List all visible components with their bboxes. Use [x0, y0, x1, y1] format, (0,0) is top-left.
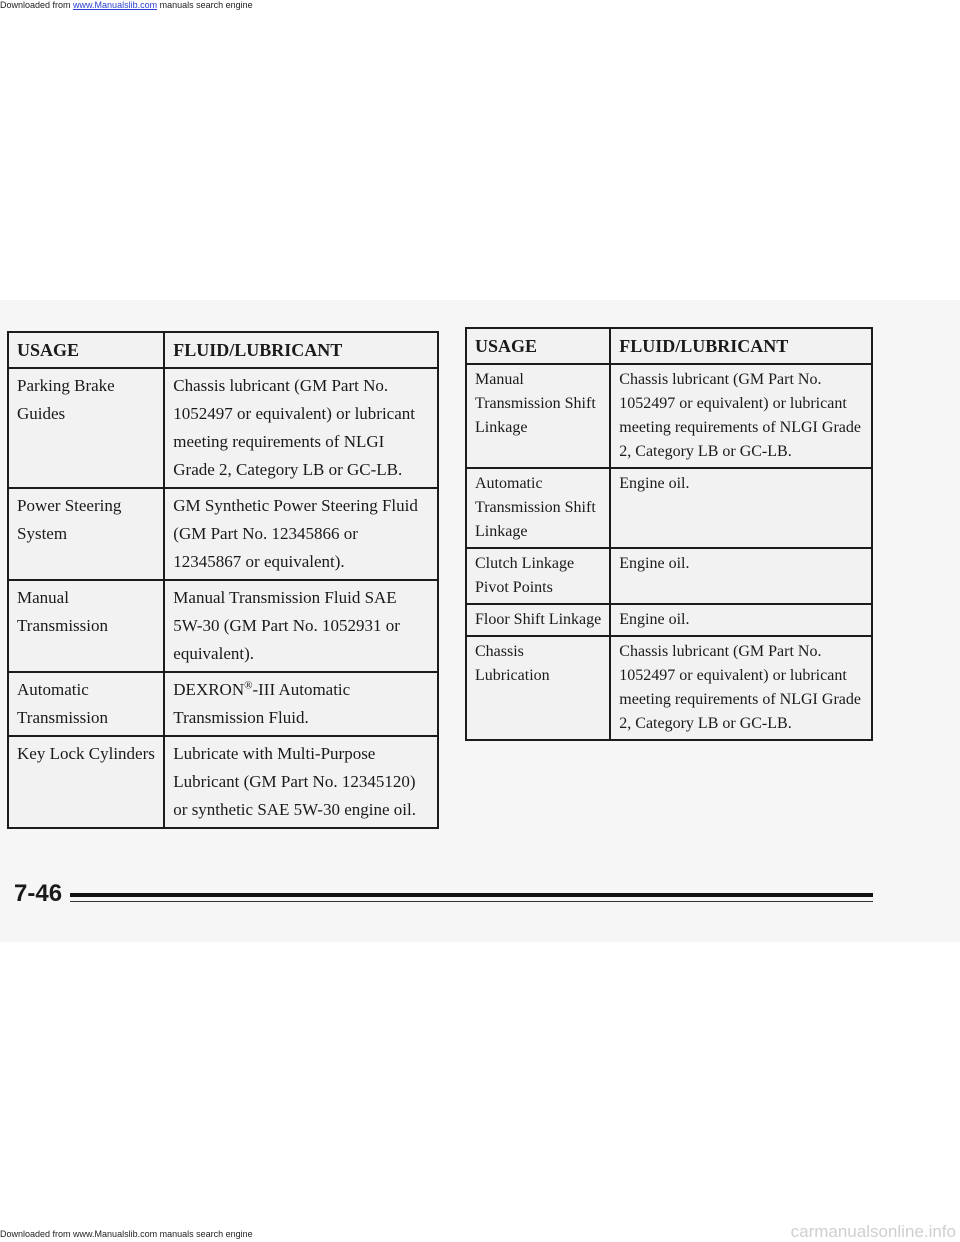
banner-prefix: Downloaded from: [0, 0, 74, 10]
fluid-cell: [164, 672, 438, 736]
table-row: [466, 468, 872, 548]
fluid-header: FLUID/LUBRICANT: [610, 328, 872, 364]
fluid-cell: Manual Transmission Fluid SAE 5W-30 (GM Part No. 1052931 or equivalent).: [164, 580, 438, 672]
table-row: [466, 548, 872, 604]
usage-cell: Floor Shift Linkage: [466, 604, 610, 636]
fluid-cell: GM Synthetic Power Steering Fluid (GM Part No. 12345866 or 12345867 or equivalent).: [164, 488, 438, 580]
fluid-cell: Chassis lubricant (GM Part No. 1052497 or equivalent) or lubricant meeting requirements of NLGI Grade 2, Category LB or GC-LB.: [610, 364, 872, 468]
usage-cell: Manual Transmission: [8, 580, 164, 672]
fluid-cell: Lubricate with Multi-Purpose Lubricant (GM Part No. 12345120) or synthetic SAE 5W-30 engine oil.: [164, 736, 438, 828]
download-banner-top: [0, 0, 960, 14]
fluid-text-post: -III Automatic Transmission Fluid.: [173, 680, 351, 727]
table-row: [8, 488, 438, 580]
usage-header: USAGE: [8, 332, 164, 368]
fluid-cell: Chassis lubricant (GM Part No. 1052497 or equivalent) or lubricant meeting requirements of NLGI Grade 2, Category LB or GC-LB.: [610, 636, 872, 740]
banner-prefix: Downloaded from: [0, 1229, 74, 1239]
table-row: [8, 580, 438, 672]
footer-rule-thin: [65, 901, 873, 902]
manualslib-link[interactable]: www.Manualslib.com: [73, 1229, 158, 1239]
fluid-cell: Engine oil.: [610, 548, 872, 604]
banner-suffix: manuals search engine: [157, 0, 253, 10]
fluid-text-pre: DEXRON: [173, 680, 245, 699]
usage-cell: Clutch Linkage Pivot Points: [466, 548, 610, 604]
table-row: [8, 672, 438, 736]
table-row: [8, 736, 438, 828]
table-row: [466, 364, 872, 468]
fluid-cell: Engine oil.: [610, 604, 872, 636]
fluid-cell: Chassis lubricant (GM Part No. 1052497 or equivalent) or lubricant meeting requirements of NLGI Grade 2, Category LB or GC-LB.: [164, 368, 438, 488]
table-row: [466, 636, 872, 740]
footer-rule: [65, 893, 873, 897]
usage-cell: Power Steering System: [8, 488, 164, 580]
usage-cell: Automatic Transmission Shift Linkage: [466, 468, 610, 548]
page-number: 7-46: [14, 880, 70, 908]
usage-header: USAGE: [466, 328, 610, 364]
usage-cell: Automatic Transmission: [8, 672, 164, 736]
registered-mark: ®: [244, 679, 253, 692]
lubricant-table-right: [465, 327, 873, 741]
table-row: [8, 368, 438, 488]
watermark: carmanualsonline.info: [790, 1222, 956, 1241]
usage-cell: Chassis Lubrication: [466, 636, 610, 740]
fluid-header: FLUID/LUBRICANT: [164, 332, 438, 368]
usage-cell: Parking Brake Guides: [8, 368, 164, 488]
usage-cell: Manual Transmission Shift Linkage: [466, 364, 610, 468]
lubricant-table-left: [7, 331, 439, 829]
banner-suffix: manuals search engine: [157, 1229, 253, 1239]
manualslib-link[interactable]: www.Manualslib.com: [73, 0, 158, 10]
fluid-cell: Engine oil.: [610, 468, 872, 548]
table-row: [466, 604, 872, 636]
table-header-row: [466, 328, 872, 364]
table-header-row: [8, 332, 438, 368]
usage-cell: Key Lock Cylinders: [8, 736, 164, 828]
